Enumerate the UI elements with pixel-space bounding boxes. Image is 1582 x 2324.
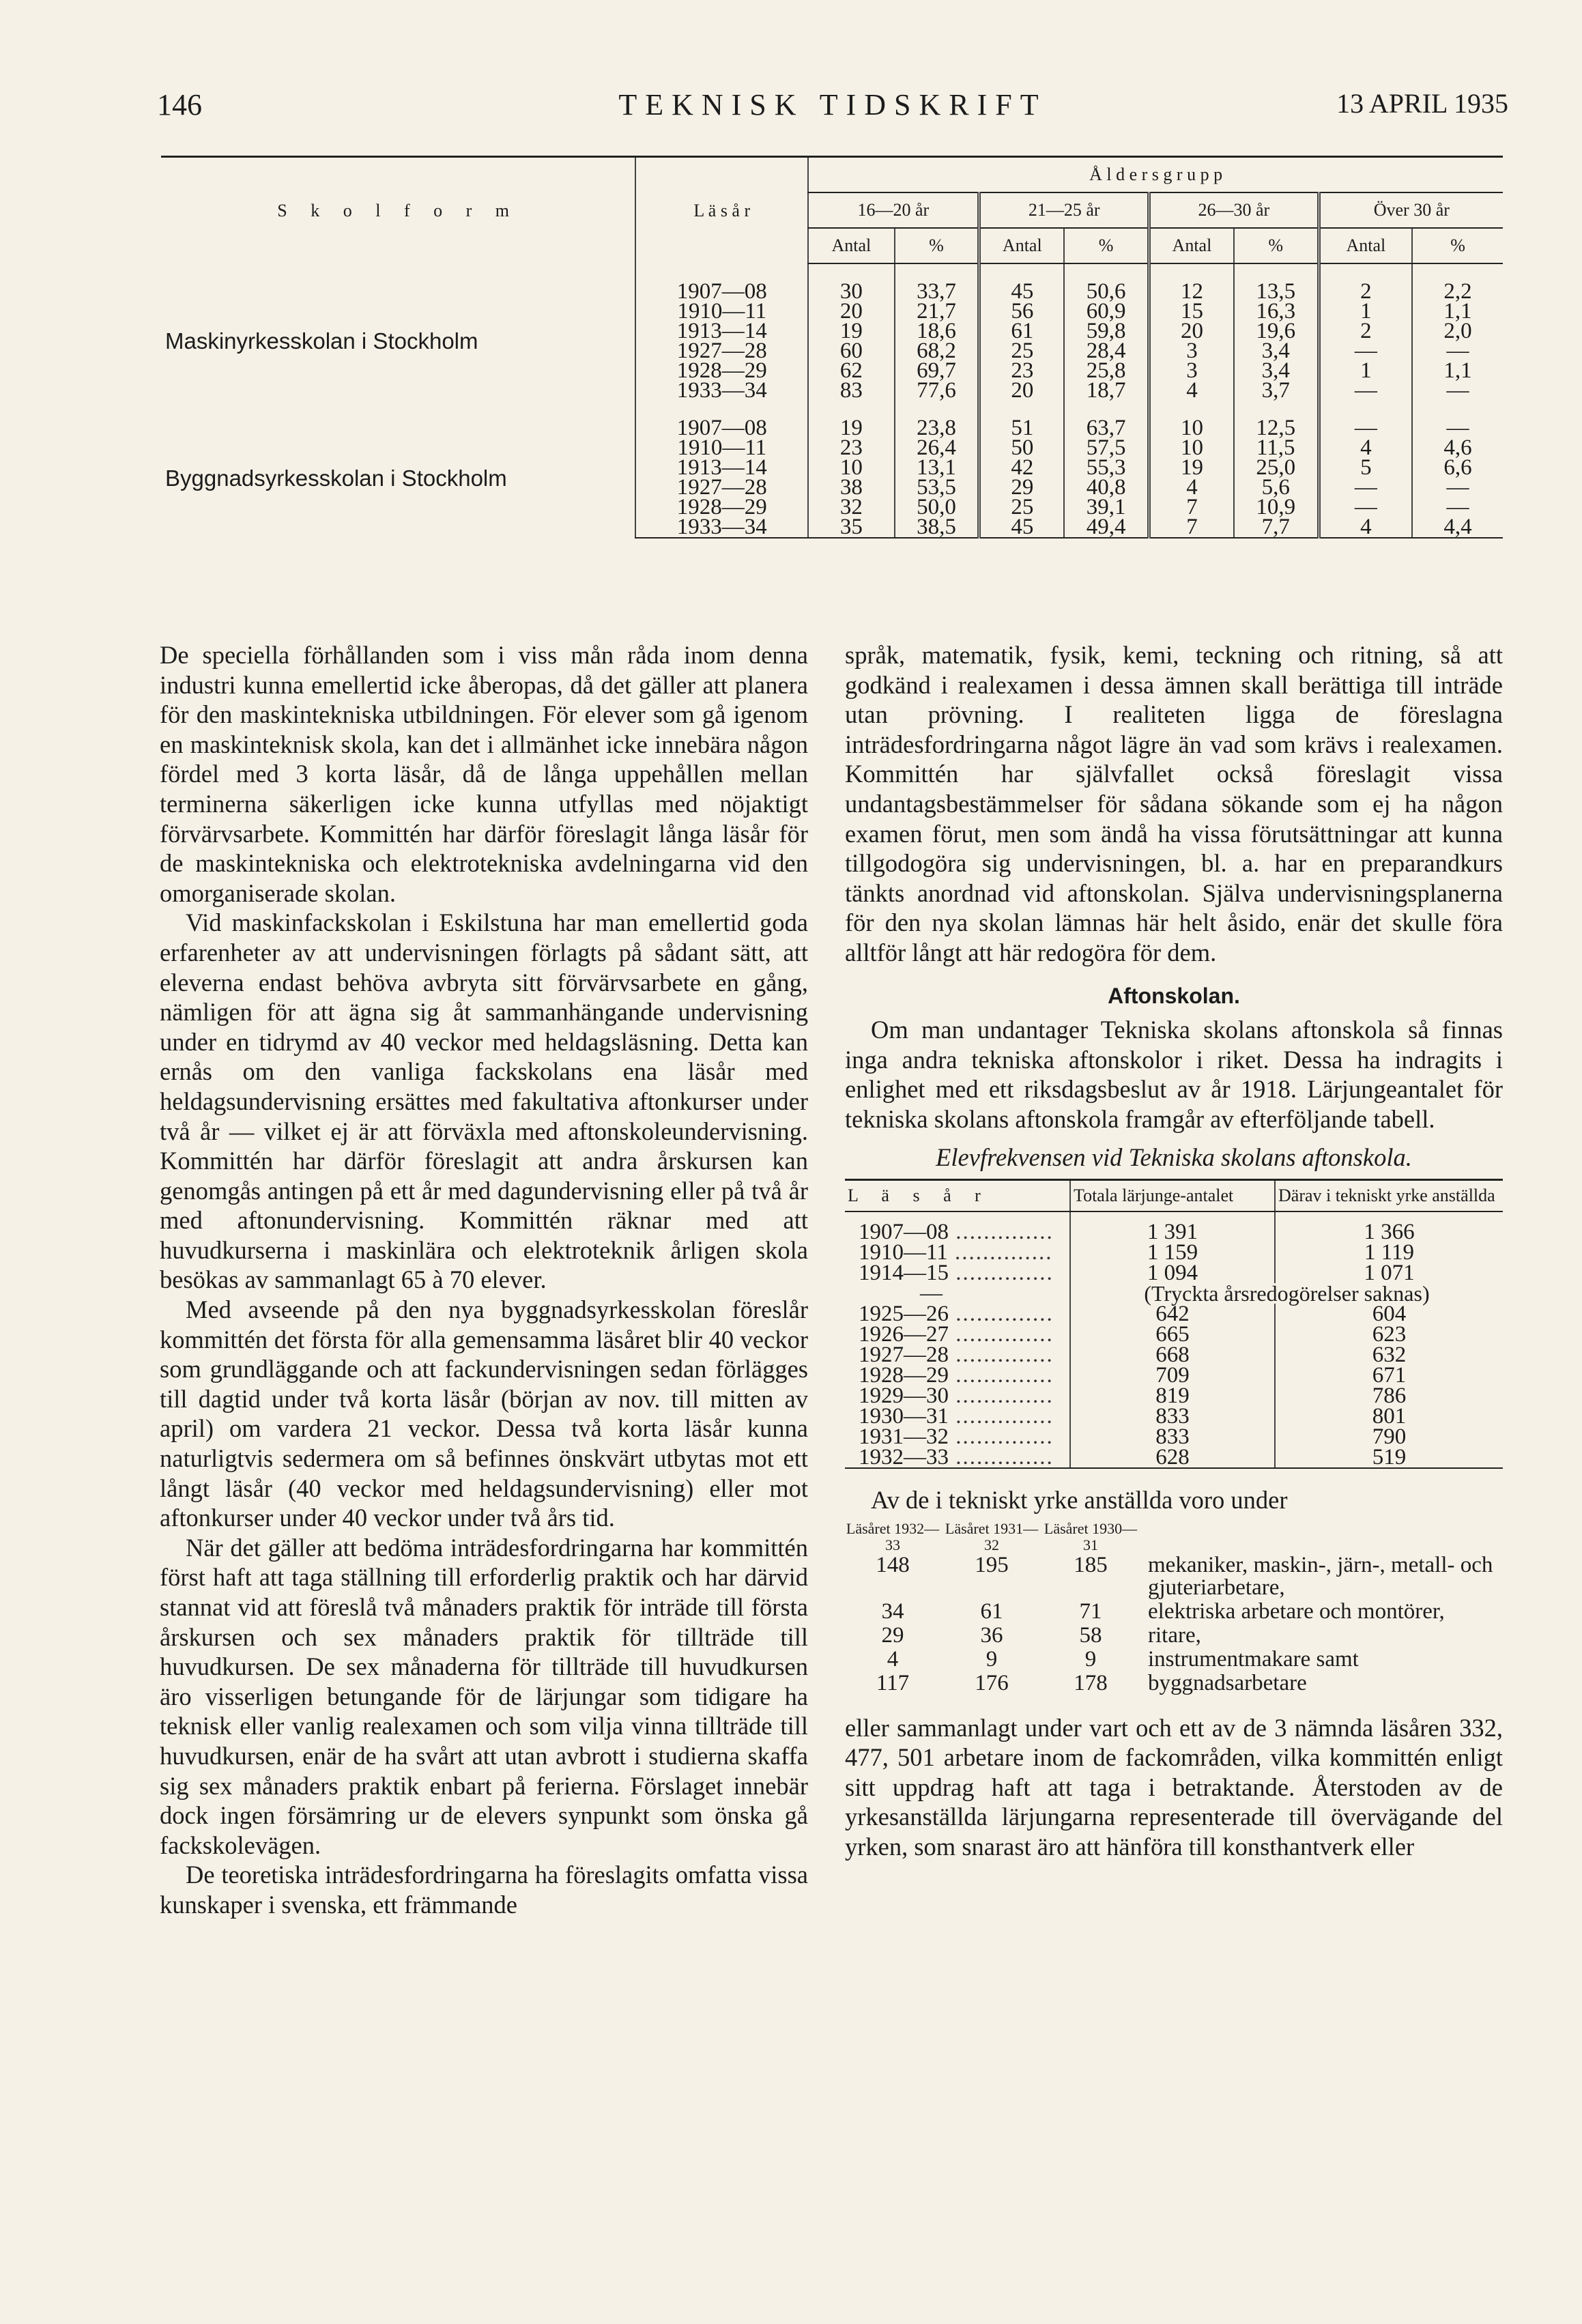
value-cell: 62 bbox=[808, 361, 894, 381]
value-cell: 32 bbox=[808, 498, 894, 517]
occupation-intro: Av de i tekniskt yrke anställda voro under bbox=[871, 1486, 1288, 1515]
value-cell: 53,5 bbox=[895, 478, 979, 498]
value-cell: — bbox=[1319, 381, 1412, 401]
value-cell: 4 bbox=[1149, 381, 1234, 401]
value-cell: 1 071 bbox=[1275, 1263, 1503, 1283]
table-row bbox=[845, 1447, 1503, 1468]
value-cell: 19 bbox=[808, 418, 894, 438]
value-cell: 39,1 bbox=[1064, 498, 1149, 517]
value-cell: 63,7 bbox=[1064, 418, 1149, 438]
value-cell: 665 bbox=[1070, 1324, 1275, 1345]
value-cell: — bbox=[1412, 418, 1503, 438]
count-cell: 4 bbox=[887, 1646, 899, 1672]
paragraph: De speciella förhållanden som i viss mån råda inom denna industri kunna emellertid icke åberopas, då det gäller att planera för den maskintekniska utbildningen. För elever som gå igenom en maskinteknisk skola, kan det i allmänhet icke innebära någon fördel med 3 korta läsår, då de långa uppehållen mellan terminerna säkerligen icke kunna utfyllas med nöjaktigt förvärvsarbete. Kommittén har därför föreslagit långa läsår för de maskintekniska och elektrotekniska avdelningarna vid den omorganiserade skolan. bbox=[160, 641, 808, 907]
year-cell: 1927—28 .............. bbox=[859, 1343, 1054, 1368]
paragraph: eller sammanlagt under vart och ett av de 3 nämnda läsåren 332, 477, 501 arbetare inom de fackområden, vilka kommittén enligt sitt uppdrag haft att taga i betraktande. Återstoden av de yrkesanställda lärjungarna representerade till övervägande del yrken, som snarast äro att hänföra till konsthantverk eller bbox=[845, 1713, 1503, 1861]
age-group-header: Å l d e r s g r u p p bbox=[808, 157, 1503, 193]
count-cell: 176 bbox=[975, 1670, 1009, 1695]
value-cell: 51 bbox=[979, 418, 1064, 438]
year-cell: 1925—26 .............. bbox=[859, 1302, 1054, 1327]
value-cell: 1 bbox=[1319, 302, 1412, 321]
year-cell: 1907—08 bbox=[635, 418, 808, 438]
value-cell: 1 119 bbox=[1275, 1242, 1503, 1263]
year-cell: 1914—15 .............. bbox=[859, 1261, 1054, 1286]
evening-school-table bbox=[845, 1179, 1503, 1469]
table-caption: Elevfrekvensen vid Tekniska skolans aftonskola. bbox=[936, 1143, 1412, 1171]
year-cell: — bbox=[920, 1281, 943, 1306]
value-cell: 25,8 bbox=[1064, 361, 1149, 381]
value-cell: 57,5 bbox=[1064, 438, 1149, 458]
table-row bbox=[845, 1386, 1503, 1406]
year-cell: 1910—11 .............. bbox=[859, 1240, 1053, 1265]
table-row bbox=[845, 1553, 1503, 1600]
value-cell: 7 bbox=[1149, 517, 1234, 538]
occupation-table bbox=[845, 1521, 1503, 1695]
age-group-table bbox=[161, 156, 1503, 539]
value-cell: 60,9 bbox=[1064, 302, 1149, 321]
table-row bbox=[845, 1600, 1503, 1624]
occ-header: Läsåret 1932—33 bbox=[846, 1519, 940, 1553]
year-cell: 1928—29 bbox=[635, 498, 808, 517]
value-cell: 83 bbox=[808, 381, 894, 401]
value-cell: 833 bbox=[1070, 1426, 1275, 1447]
col-skolform: S k o l f o r m bbox=[161, 157, 635, 264]
year-cell: 1913—14 bbox=[635, 458, 808, 478]
age-group-table-body bbox=[161, 263, 1503, 538]
table-row bbox=[845, 1345, 1503, 1365]
year-cell: 1926—27 .............. bbox=[859, 1322, 1054, 1347]
value-cell: 13,1 bbox=[895, 458, 979, 478]
sub-pct: % bbox=[1064, 228, 1149, 263]
value-cell: — bbox=[1319, 498, 1412, 517]
section-heading-aftonskolan: Aftonskolan. bbox=[1108, 983, 1240, 1008]
value-cell: — bbox=[1412, 341, 1503, 361]
value-cell: — bbox=[1412, 381, 1503, 401]
col-lasar: L ä s å r bbox=[635, 157, 808, 264]
value-cell: 5,6 bbox=[1234, 478, 1319, 498]
count-cell: 34 bbox=[881, 1598, 904, 1624]
value-cell: 632 bbox=[1275, 1345, 1503, 1365]
year-cell: 1907—08 .............. bbox=[859, 1220, 1054, 1245]
table-row bbox=[161, 282, 1503, 302]
value-cell: 25,0 bbox=[1234, 458, 1319, 478]
value-cell: 3,4 bbox=[1234, 361, 1319, 381]
value-cell: 69,7 bbox=[895, 361, 979, 381]
value-cell: 2 bbox=[1319, 282, 1412, 302]
value-cell: 50,6 bbox=[1064, 282, 1149, 302]
group-over-30: Över 30 år bbox=[1319, 192, 1503, 228]
paragraph: När det gäller att bedöma inträdesfordringarna har kommittén först haft att taga ställning till erforderlig praktik och har därvid stannat vid att föreslå två månaders praktik för inträde till första årskursen och sex månaders praktik för tillträde till huvudkursen. De sex månaderna för tillträde till huvudkursen äro visserligen betungande för de lärjungar som tidigare ha teknisk eller vanlig realexamen och som vilja vinna tillträde till huvudkursen, enär de ha svårt att utan avbrott i studierna skaffa sig sex månaders praktik enbart på ferierna. Förslaget innebär dock ingen försämring ur de elevers synpunkt som önska gå fackskolevägen. bbox=[160, 1533, 808, 1859]
value-cell: 833 bbox=[1070, 1406, 1275, 1426]
year-cell: 1933—34 bbox=[635, 381, 808, 401]
sub-pct: % bbox=[895, 228, 979, 263]
value-cell: 68,2 bbox=[895, 341, 979, 361]
occ-header: Läsåret 1930—31 bbox=[1044, 1519, 1138, 1553]
group-16-20: 16—20 år bbox=[808, 192, 979, 228]
year-cell: 1910—11 bbox=[635, 438, 808, 458]
value-cell: 77,6 bbox=[895, 381, 979, 401]
value-cell: 7,7 bbox=[1234, 517, 1319, 538]
value-cell: 5 bbox=[1319, 458, 1412, 478]
occupation-table-body bbox=[845, 1553, 1503, 1695]
value-cell: 19,6 bbox=[1234, 321, 1319, 341]
count-cell: 71 bbox=[1079, 1598, 1102, 1624]
value-cell: 7 bbox=[1149, 498, 1234, 517]
value-cell: 3 bbox=[1149, 361, 1234, 381]
value-cell: 1 159 bbox=[1070, 1242, 1275, 1263]
table-row bbox=[845, 1406, 1503, 1426]
year-cell: 1928—29 .............. bbox=[859, 1363, 1054, 1388]
value-cell: 2 bbox=[1319, 321, 1412, 341]
value-cell: 4 bbox=[1319, 517, 1412, 538]
value-cell: 12 bbox=[1149, 282, 1234, 302]
value-cell: 21,7 bbox=[895, 302, 979, 321]
year-cell: 1933—34 bbox=[635, 517, 808, 538]
value-cell: 13,5 bbox=[1234, 282, 1319, 302]
value-cell: 10,9 bbox=[1234, 498, 1319, 517]
sub-pct: % bbox=[1234, 228, 1319, 263]
value-cell: 23 bbox=[808, 438, 894, 458]
value-cell: 45 bbox=[979, 282, 1064, 302]
value-cell: 25 bbox=[979, 498, 1064, 517]
value-cell: 38 bbox=[808, 478, 894, 498]
table-row bbox=[845, 1242, 1503, 1263]
value-cell: — bbox=[1412, 498, 1503, 517]
sub-antal: Antal bbox=[1149, 228, 1234, 263]
value-cell: 623 bbox=[1275, 1324, 1503, 1345]
value-cell: — bbox=[1319, 341, 1412, 361]
value-cell: 33,7 bbox=[895, 282, 979, 302]
table-row bbox=[845, 1283, 1503, 1304]
paragraph: Om man undantager Tekniska skolans aftonskola så finnas inga andra tekniska aftonskolor i riket. Dessa ha indragits i enlighet med ett riksdagsbeslut av år 1918. Lärjungeantalet för tekniska skolans aftonskola framgår av efterföljande tabell. bbox=[845, 1016, 1503, 1133]
school-name: Maskinyrkesskolan i Stockholm bbox=[165, 328, 478, 354]
year-cell: 1913—14 bbox=[635, 321, 808, 341]
value-cell: 1 366 bbox=[1275, 1211, 1503, 1242]
value-cell: 61 bbox=[979, 321, 1064, 341]
evening-school-table-body bbox=[845, 1211, 1503, 1468]
value-cell: 12,5 bbox=[1234, 418, 1319, 438]
value-cell: 55,3 bbox=[1064, 458, 1149, 478]
occ-header: Läsåret 1931—32 bbox=[945, 1519, 1039, 1553]
value-cell: 20 bbox=[1149, 321, 1234, 341]
year-cell: 1910—11 bbox=[635, 302, 808, 321]
count-cell: 117 bbox=[876, 1670, 910, 1695]
value-cell: 19 bbox=[1149, 458, 1234, 478]
paragraph: Vid maskinfackskolan i Eskilstuna har man emellertid goda erfarenheter av att undervisningen förlagts på sådant sätt, att eleverna endast behöva avbryta sitt förvärvsarbete en gång, nämligen för att ägna sig åt sammanhängande undervisning under en tidrymd av 40 veckor med heldagsläsning. Detta kan ernås om den vanliga fackskolans ena läsår med heldagsundervisning ersättes med fakultativa aftonkurser under två år — vilket ej är att förväxla med aftonskoleundervisning. Kommittén har därför föreslagit att andra årskursen kan genomgås antingen på ett år med dagundervisning eller på två år med aftonundervisning. Kommittén räknar med att huvudkurserna i maskinlära och elektroteknik årligen skola besökas av sammanlagt 65 à 70 elever. bbox=[160, 908, 808, 1294]
value-cell: 642 bbox=[1070, 1304, 1275, 1324]
value-cell: 49,4 bbox=[1064, 517, 1149, 538]
count-cell: 195 bbox=[975, 1552, 1009, 1577]
paragraph: Med avseende på den nya byggnadsyrkesskolan föreslår kommittén det första för alla gemensamma läsåret blir 40 veckor som grundläggande och att fackundervisningen sedan förlägges till dagtid under två korta läsår (början av nov. till mitten av april) om vardera 21 veckor. Dessa två korta läsår kunna naturligtvis sedermera om så befinnes önskvärt utbytas mot ett långt läsår (40 veckor med heldagsundervisning) eller mot aftonkurser under 40 veckor under två års tid. bbox=[160, 1295, 808, 1532]
count-cell: 185 bbox=[1074, 1552, 1108, 1577]
value-cell: 23 bbox=[979, 361, 1064, 381]
value-cell: 40,8 bbox=[1064, 478, 1149, 498]
table-row bbox=[845, 1211, 1503, 1242]
value-cell: 10 bbox=[808, 458, 894, 478]
value-cell: — bbox=[1319, 418, 1412, 438]
value-cell: 38,5 bbox=[895, 517, 979, 538]
page-header bbox=[157, 87, 1508, 142]
count-cell: 9 bbox=[986, 1646, 998, 1672]
value-cell: 6,6 bbox=[1412, 458, 1503, 478]
value-cell: 4 bbox=[1149, 478, 1234, 498]
value-cell: 801 bbox=[1275, 1406, 1503, 1426]
col-totala: Totala lärjunge-antalet bbox=[1070, 1180, 1275, 1212]
value-cell: 10 bbox=[1149, 438, 1234, 458]
year-cell: 1931—32 .............. bbox=[859, 1424, 1054, 1450]
count-cell: 178 bbox=[1074, 1670, 1108, 1695]
value-cell: 23,8 bbox=[895, 418, 979, 438]
value-cell: 30 bbox=[808, 282, 894, 302]
value-cell: 1 bbox=[1319, 361, 1412, 381]
year-cell: 1927—28 bbox=[635, 341, 808, 361]
year-cell: 1932—33 .............. bbox=[845, 1447, 1070, 1468]
occupation-cell: mekaniker, maskin-, järn-, metall- och gjuteriarbetare, bbox=[1148, 1552, 1493, 1600]
value-cell: 15 bbox=[1149, 302, 1234, 321]
table-row bbox=[845, 1324, 1503, 1345]
value-cell: 1 094 bbox=[1070, 1263, 1275, 1283]
value-cell: 19 bbox=[808, 321, 894, 341]
page-number: 146 bbox=[157, 88, 202, 121]
value-cell: 59,8 bbox=[1064, 321, 1149, 341]
value-cell: 3,7 bbox=[1234, 381, 1319, 401]
value-cell: — bbox=[1412, 478, 1503, 498]
count-cell: 9 bbox=[1084, 1646, 1097, 1672]
note-cell: (Tryckta årsredogörelser saknas) bbox=[1070, 1283, 1503, 1304]
value-cell: 671 bbox=[1275, 1365, 1503, 1386]
year-cell: 1929—30 .............. bbox=[859, 1383, 1054, 1409]
journal-title: TEKNISK TIDSKRIFT bbox=[618, 88, 1047, 121]
count-cell: 36 bbox=[980, 1622, 1003, 1648]
value-cell: 35 bbox=[808, 517, 894, 538]
count-cell: 61 bbox=[980, 1598, 1003, 1624]
value-cell: 20 bbox=[808, 302, 894, 321]
value-cell: 2,2 bbox=[1412, 282, 1503, 302]
value-cell: 790 bbox=[1275, 1426, 1503, 1447]
paragraph: språk, matematik, fysik, kemi, teckning och ritning, så att godkänd i realexamen i dessa ämnen skall berättiga till inträde utan prövning. I realiteten ligga de föreslagna inträdesfordringarna något lägre än vad som krävs i realexamen. Kommittén har självfallet också föreslagit vissa undantagsbestämmelser för sådana sökande som ej ha någon examen förut, men som ändå ha vissa förutsättningar att kunna tillgodogöra sig undervisningen, bl. a. har en preparandkurs tänkts anordnad vid aftonskolan. Själva undervisningsplanerna för den nya skolan lämnas här helt åsido, enär det skulle föra alltför långt att här redogöra för dem. bbox=[845, 641, 1503, 966]
right-column bbox=[845, 640, 1503, 1862]
occupation-cell: byggnadsarbetare bbox=[1148, 1670, 1307, 1695]
value-cell: 45 bbox=[979, 517, 1064, 538]
value-cell: 628 bbox=[1070, 1447, 1275, 1468]
value-cell: 2,0 bbox=[1412, 321, 1503, 341]
value-cell: 786 bbox=[1275, 1386, 1503, 1406]
value-cell: 11,5 bbox=[1234, 438, 1319, 458]
value-cell: 4,4 bbox=[1412, 517, 1503, 538]
value-cell: 709 bbox=[1070, 1365, 1275, 1386]
value-cell: 50,0 bbox=[895, 498, 979, 517]
value-cell: 4 bbox=[1319, 438, 1412, 458]
value-cell: 18,6 bbox=[895, 321, 979, 341]
value-cell: 604 bbox=[1275, 1304, 1503, 1324]
occupation-cell: elektriska arbetare och montörer, bbox=[1148, 1598, 1445, 1624]
sub-antal: Antal bbox=[808, 228, 894, 263]
occupation-cell: instrumentmakare samt bbox=[1148, 1646, 1359, 1672]
col-darav: Därav i tekniskt yrke anställda bbox=[1275, 1180, 1503, 1212]
table-row bbox=[845, 1304, 1503, 1324]
value-cell: 20 bbox=[979, 381, 1064, 401]
sub-antal: Antal bbox=[1319, 228, 1412, 263]
year-cell: 1930—31 .............. bbox=[859, 1404, 1054, 1429]
table-row bbox=[845, 1365, 1503, 1386]
sub-antal: Antal bbox=[979, 228, 1064, 263]
value-cell: 1 391 bbox=[1070, 1211, 1275, 1242]
sub-pct: % bbox=[1412, 228, 1503, 263]
value-cell: 819 bbox=[1070, 1386, 1275, 1406]
table-row bbox=[845, 1426, 1503, 1447]
value-cell: 3 bbox=[1149, 341, 1234, 361]
value-cell: 25 bbox=[979, 341, 1064, 361]
col-lasar: L ä s å r bbox=[845, 1180, 1070, 1212]
value-cell: 28,4 bbox=[1064, 341, 1149, 361]
year-cell: 1927—28 bbox=[635, 478, 808, 498]
count-cell: 148 bbox=[876, 1552, 910, 1577]
value-cell: 668 bbox=[1070, 1345, 1275, 1365]
value-cell: 1,1 bbox=[1412, 302, 1503, 321]
year-cell: 1907—08 bbox=[635, 282, 808, 302]
value-cell: 3,4 bbox=[1234, 341, 1319, 361]
school-name: Byggnadsyrkesskolan i Stockholm bbox=[165, 465, 507, 491]
group-21-25: 21—25 år bbox=[979, 192, 1149, 228]
paragraph: De teoretiska inträdesfordringarna ha föreslagits omfatta vissa kunskaper i svenska, ett främmande bbox=[160, 1861, 808, 1919]
table-row bbox=[845, 1672, 1503, 1695]
value-cell: 60 bbox=[808, 341, 894, 361]
value-cell: 18,7 bbox=[1064, 381, 1149, 401]
value-cell: 26,4 bbox=[895, 438, 979, 458]
value-cell: 10 bbox=[1149, 418, 1234, 438]
value-cell: 4,6 bbox=[1412, 438, 1503, 458]
value-cell: 50 bbox=[979, 438, 1064, 458]
group-26-30: 26—30 år bbox=[1149, 192, 1319, 228]
value-cell: 519 bbox=[1275, 1447, 1503, 1468]
value-cell: — bbox=[1319, 478, 1412, 498]
table-row bbox=[845, 1263, 1503, 1283]
table-row bbox=[161, 418, 1503, 438]
issue-date: 13 APRIL 1935 bbox=[1336, 88, 1508, 119]
value-cell: 42 bbox=[979, 458, 1064, 478]
value-cell: 29 bbox=[979, 478, 1064, 498]
occupation-cell: ritare, bbox=[1148, 1622, 1201, 1648]
year-cell: 1928—29 bbox=[635, 361, 808, 381]
value-cell: 56 bbox=[979, 302, 1064, 321]
count-cell: 29 bbox=[881, 1622, 904, 1648]
table-row bbox=[845, 1624, 1503, 1648]
value-cell: 16,3 bbox=[1234, 302, 1319, 321]
table-row bbox=[845, 1648, 1503, 1672]
value-cell: 1,1 bbox=[1412, 361, 1503, 381]
left-column bbox=[160, 640, 808, 1920]
count-cell: 58 bbox=[1079, 1622, 1102, 1648]
row-gap bbox=[161, 401, 1503, 418]
